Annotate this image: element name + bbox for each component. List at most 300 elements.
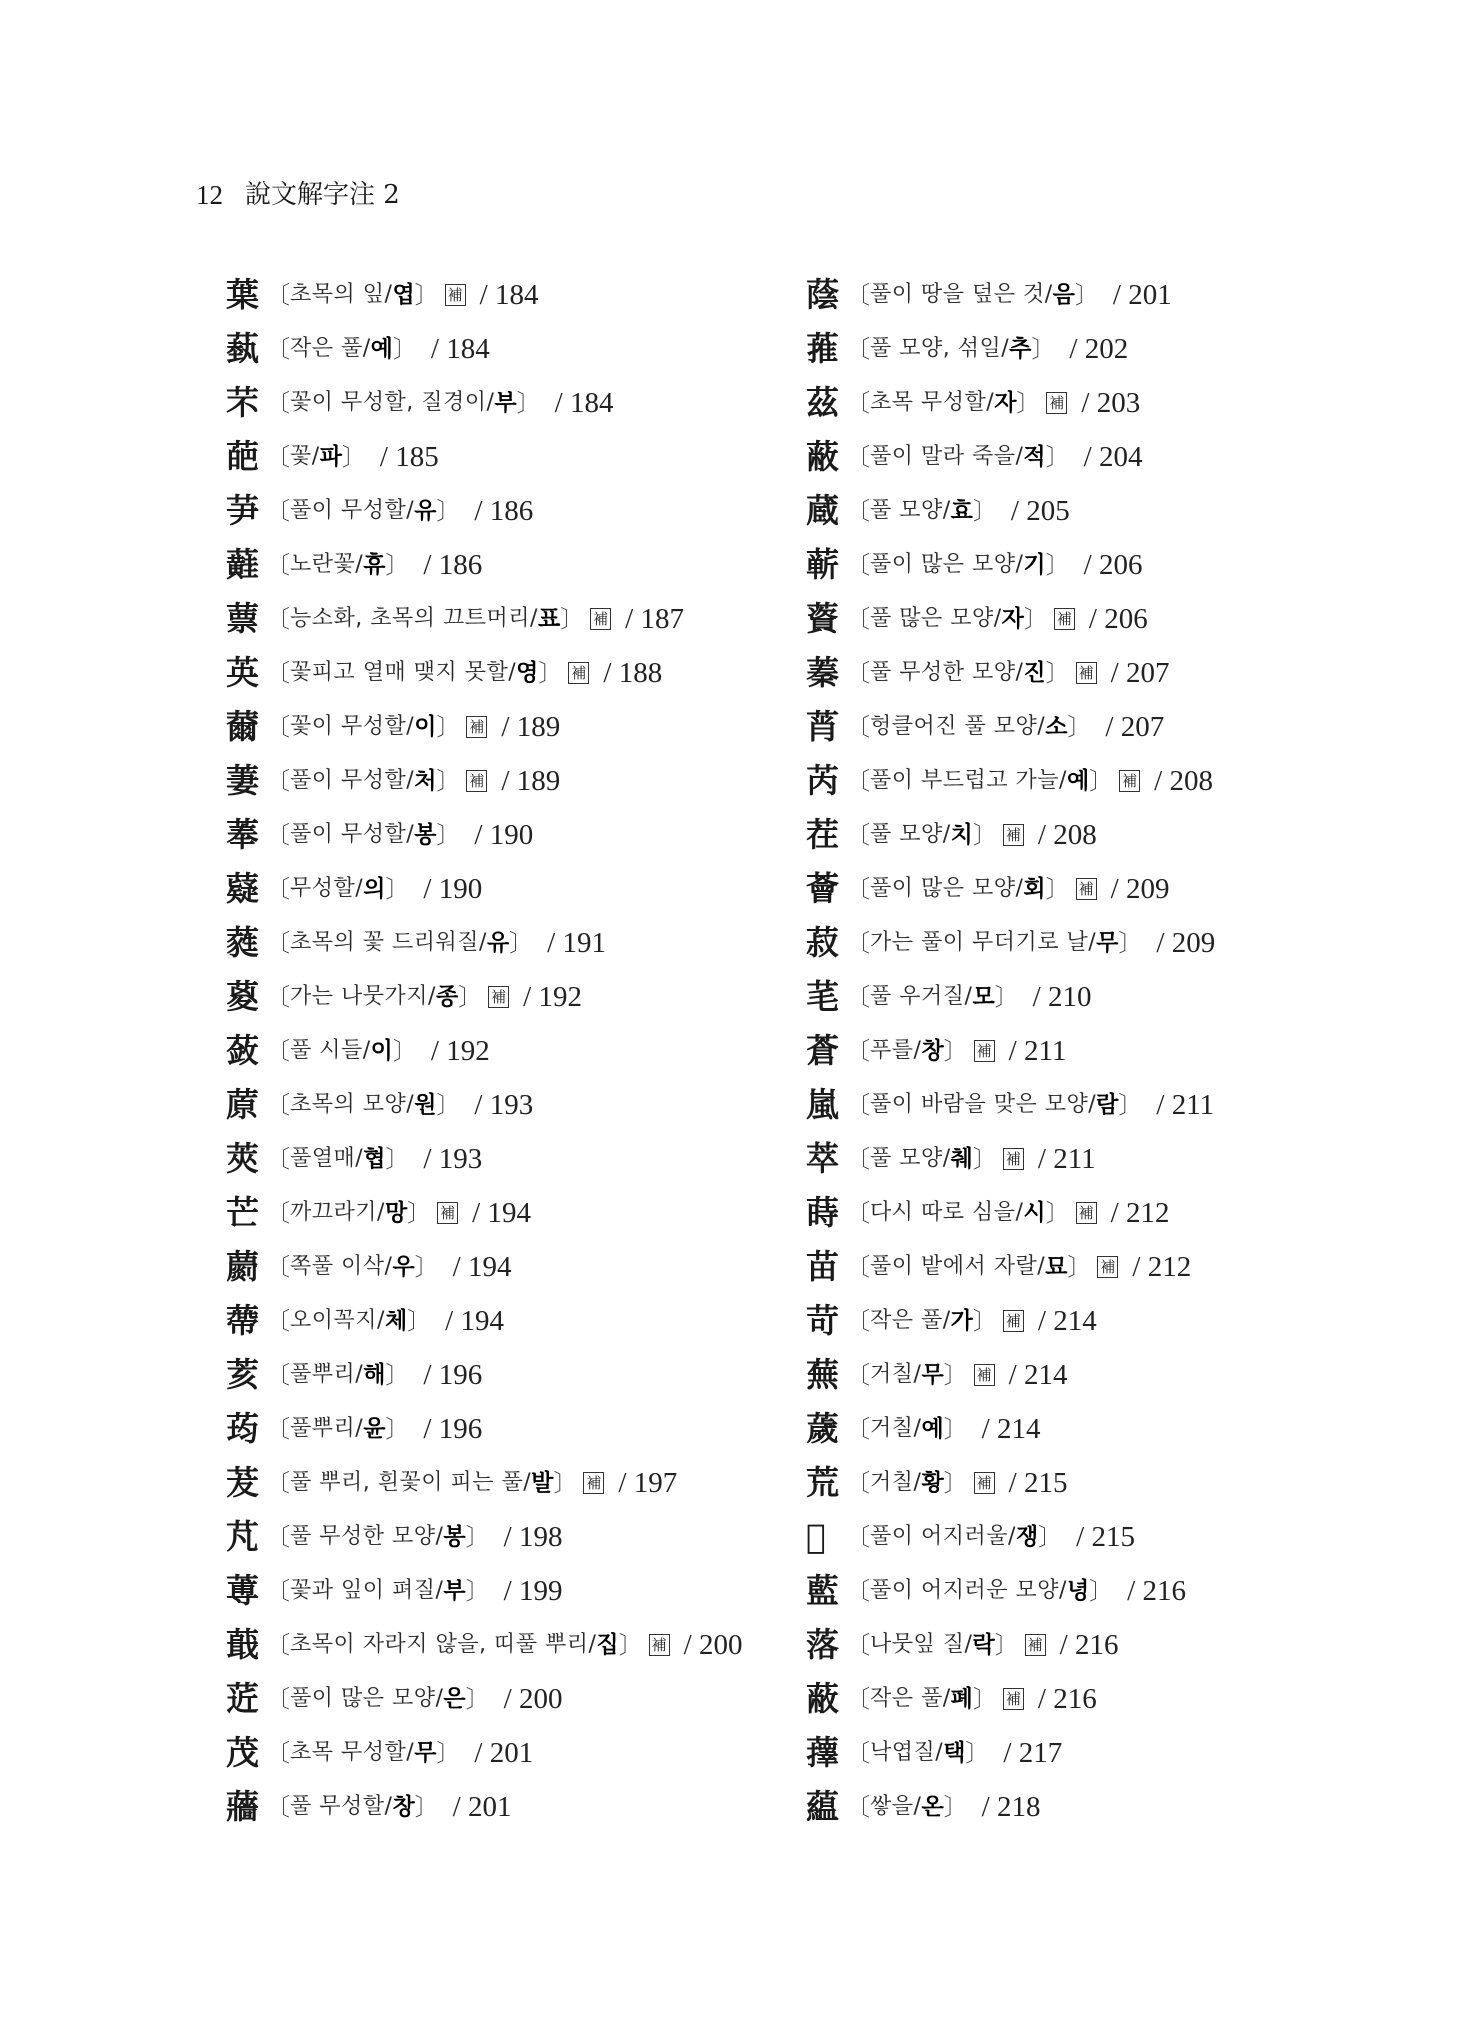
supplement-mark: 補	[1046, 392, 1067, 414]
entry-gloss: 풀이 많은 모양	[870, 876, 1016, 901]
entry-character: 苛	[806, 1301, 839, 1340]
open-bracket: 〔	[266, 1415, 290, 1443]
slash: /	[1015, 552, 1024, 577]
close-bracket: 〕	[943, 1037, 968, 1065]
index-entry	[806, 916, 1406, 970]
open-bracket: 〔	[266, 389, 290, 417]
page-reference: / 190	[474, 819, 534, 851]
open-bracket: 〔	[846, 659, 870, 687]
page-reference: / 211	[1008, 1035, 1067, 1067]
entry-character: 莢	[226, 1139, 259, 1178]
index-entry	[806, 1024, 1406, 1078]
entry-character: 荺	[226, 1409, 259, 1448]
entry-gloss: 가는 나뭇가지	[290, 984, 429, 1009]
open-bracket: 〔	[266, 335, 290, 363]
entry-gloss: 꽃이 무성할, 질경이	[290, 390, 487, 415]
entry-gloss: 거칠	[870, 1362, 914, 1387]
entry-reading: 원	[414, 1092, 437, 1118]
slash: /	[406, 1740, 415, 1765]
index-entry	[806, 1510, 1406, 1564]
index-entry	[226, 916, 826, 970]
page-reference: / 217	[1003, 1737, 1063, 1769]
open-bracket: 〔	[266, 713, 290, 741]
open-bracket: 〔	[846, 1037, 870, 1065]
index-entry	[806, 322, 1406, 376]
entry-character: 茇	[226, 1463, 259, 1502]
close-bracket: 〕	[341, 443, 366, 471]
page-reference: / 188	[603, 657, 663, 689]
entry-gloss: 가는 풀이 무더기로 날	[870, 930, 1089, 955]
slash: /	[428, 984, 436, 1009]
index-entry	[226, 1132, 826, 1186]
close-bracket: 〕	[1118, 929, 1143, 957]
slash: /	[1015, 1200, 1024, 1225]
close-bracket: 〕	[436, 497, 461, 525]
index-entry	[806, 1348, 1406, 1402]
open-bracket: 〔	[846, 1091, 870, 1119]
entry-character: 蔽	[806, 1679, 839, 1718]
open-bracket: 〔	[846, 1145, 870, 1173]
index-entry	[226, 754, 826, 808]
open-bracket: 〔	[266, 821, 290, 849]
entry-character: 蒝	[226, 1085, 259, 1124]
page-reference: / 187	[625, 603, 684, 635]
open-bracket: 〔	[846, 767, 870, 795]
entry-reading: 망	[384, 1200, 408, 1226]
entry-reading: 진	[1023, 660, 1046, 686]
slash: /	[384, 282, 393, 307]
close-bracket: 〕	[385, 1145, 410, 1173]
index-entry	[226, 862, 826, 916]
slash: /	[355, 1416, 364, 1441]
entry-gloss: 작은 풀	[870, 1308, 943, 1333]
slash: /	[406, 822, 415, 847]
open-bracket: 〔	[846, 1307, 870, 1335]
index-entry	[226, 1186, 826, 1240]
entry-gloss: 꽃과 잎이 펴질	[290, 1578, 436, 1603]
entry-reading: 창	[921, 1038, 944, 1064]
entry-reading: 쟁	[1015, 1524, 1039, 1550]
entry-character: 荄	[226, 1355, 259, 1394]
close-bracket: 〕	[509, 929, 534, 957]
index-entry	[806, 1402, 1406, 1456]
entry-gloss: 풀이 밭에서 자랄	[870, 1254, 1038, 1279]
entry-character: 菽	[806, 923, 839, 962]
page-reference: / 196	[423, 1413, 483, 1445]
entry-character: 萃	[806, 1139, 839, 1178]
entry-reading: 가	[950, 1308, 973, 1334]
index-entry	[806, 484, 1406, 538]
entry-reading: 부	[494, 390, 517, 416]
page-reference: / 197	[618, 1467, 678, 1499]
entry-character: 葉	[226, 275, 259, 314]
index-entry	[226, 646, 826, 700]
page-reference: / 218	[981, 1791, 1041, 1823]
entry-character: 蔈	[226, 599, 259, 638]
entry-character: 茬	[806, 815, 839, 854]
open-bracket: 〔	[266, 767, 290, 795]
entry-gloss: 초목의 잎	[290, 282, 385, 307]
open-bracket: 〔	[846, 1253, 870, 1281]
close-bracket: 〕	[972, 821, 997, 849]
page-reference: / 211	[1156, 1089, 1215, 1121]
slash: /	[311, 444, 320, 469]
entry-reading: 종	[435, 984, 459, 1010]
open-bracket: 〔	[266, 1469, 290, 1497]
open-bracket: 〔	[266, 1577, 290, 1605]
open-bracket: 〔	[266, 659, 290, 687]
index-entry	[226, 484, 826, 538]
page-reference: / 208	[1154, 765, 1213, 797]
page-reference: / 203	[1081, 387, 1141, 419]
page-reference: / 201	[452, 1791, 512, 1823]
entry-reading: 자	[994, 390, 1017, 416]
index-entry	[806, 1618, 1406, 1672]
entry-reading: 췌	[950, 1146, 973, 1172]
page-reference: / 209	[1156, 927, 1216, 959]
slash: /	[406, 714, 415, 739]
close-bracket: 〕	[465, 1523, 490, 1551]
close-bracket: 〕	[516, 389, 541, 417]
page-reference: / 194	[472, 1197, 531, 1229]
entry-character: 菦	[226, 1679, 259, 1718]
page-reference: / 184	[554, 387, 614, 419]
entry-reading: 협	[363, 1146, 386, 1172]
slash: /	[1015, 660, 1024, 685]
entry-gloss: 풀뿌리	[290, 1362, 356, 1387]
index-entry	[226, 808, 826, 862]
close-bracket: 〕	[1067, 1253, 1092, 1281]
open-bracket: 〔	[266, 875, 290, 903]
entry-gloss: 풀 모양	[870, 822, 943, 847]
slash: /	[1059, 1578, 1067, 1603]
supplement-mark: 補	[1054, 608, 1075, 630]
entry-character: 蓁	[806, 653, 839, 692]
page-reference: / 208	[1037, 819, 1097, 851]
entry-character: 芣	[226, 383, 259, 422]
entry-character: 蔹	[226, 1031, 259, 1070]
close-bracket: 〕	[1067, 713, 1092, 741]
entry-gloss: 풀 우거질	[870, 984, 965, 1009]
entry-reading: 의	[363, 876, 386, 902]
close-bracket: 〕	[385, 875, 410, 903]
page-reference: / 192	[430, 1035, 490, 1067]
entry-gloss: 낙엽질	[870, 1740, 936, 1765]
entry-gloss: 초목의 꽃 드리워질	[290, 930, 480, 955]
close-bracket: 〕	[943, 1793, 968, 1821]
slash: /	[964, 984, 973, 1009]
slash: /	[435, 1578, 444, 1603]
close-bracket: 〕	[943, 1469, 968, 1497]
entry-character: 蕪	[806, 1355, 839, 1394]
entry-character: 蔭	[806, 275, 839, 314]
entry-character: 莦	[806, 707, 839, 746]
open-bracket: 〔	[266, 443, 290, 471]
entry-character: 苗	[806, 1247, 839, 1286]
page-reference: / 206	[1088, 603, 1148, 635]
close-bracket: 〕	[436, 1091, 461, 1119]
open-bracket: 〔	[846, 497, 870, 525]
entry-reading: 음	[1052, 282, 1075, 308]
page-reference: / 199	[503, 1575, 563, 1607]
page-reference: / 198	[503, 1521, 563, 1553]
slash: /	[942, 1686, 951, 1711]
entry-reading: 락	[972, 1632, 995, 1658]
supplement-mark: 補	[1003, 1148, 1024, 1170]
entry-reading: 유	[486, 930, 510, 956]
page-reference: / 214	[981, 1413, 1041, 1445]
close-bracket: 〕	[392, 1037, 417, 1065]
page-reference: / 193	[423, 1143, 483, 1175]
page-reference: / 201	[1112, 279, 1172, 311]
close-bracket: 〕	[436, 713, 461, 741]
slash: /	[1008, 1524, 1016, 1549]
supplement-mark: 補	[466, 716, 487, 738]
open-bracket: 〔	[846, 1685, 870, 1713]
entry-gloss: 풀이 어지러운 모양	[870, 1578, 1060, 1603]
slash: /	[913, 1362, 922, 1387]
entry-gloss: 꽃피고 열매 맺지 못할	[290, 660, 509, 685]
index-entry	[226, 1726, 826, 1780]
entry-character: 芼	[806, 977, 839, 1016]
close-bracket: 〕	[560, 605, 585, 633]
page-reference: / 207	[1105, 711, 1165, 743]
close-bracket: 〕	[407, 1307, 432, 1335]
entry-gloss: 풀이 말라 죽을	[870, 444, 1016, 469]
supplement-mark: 補	[466, 770, 487, 792]
slash: /	[355, 1362, 364, 1387]
entry-reading: 체	[384, 1308, 408, 1334]
index-entry	[806, 1240, 1406, 1294]
entry-reading: 적	[1023, 444, 1046, 470]
close-bracket: 〕	[407, 1199, 432, 1227]
entry-character: 薈	[806, 869, 839, 908]
close-bracket: 〕	[1045, 875, 1070, 903]
page-reference: / 211	[1037, 1143, 1096, 1175]
supplement-mark: 補	[1003, 1688, 1024, 1710]
open-bracket: 〔	[846, 1361, 870, 1389]
page-reference: / 194	[452, 1251, 512, 1283]
open-bracket: 〔	[846, 1577, 870, 1605]
entry-reading: 모	[972, 984, 995, 1010]
open-bracket: 〔	[846, 335, 870, 363]
entry-gloss: 풀열매	[290, 1146, 356, 1171]
slash: /	[508, 660, 517, 685]
index-entry	[226, 1024, 826, 1078]
open-bracket: 〔	[846, 983, 870, 1011]
entry-gloss: 풀 모양	[870, 498, 943, 523]
close-bracket: 〕	[385, 1415, 410, 1443]
open-bracket: 〔	[266, 281, 290, 309]
entry-reading: 집	[596, 1632, 619, 1658]
index-entry	[806, 430, 1406, 484]
slash: /	[406, 498, 415, 523]
entry-reading: 예	[370, 336, 393, 362]
entry-character: 蒼	[806, 1031, 839, 1070]
entry-reading: 무	[921, 1362, 944, 1388]
entry-gloss: 거칠	[870, 1470, 914, 1495]
page-reference: / 190	[423, 873, 483, 905]
supplement-mark: 補	[1003, 824, 1024, 846]
index-entry	[806, 970, 1406, 1024]
open-bracket: 〔	[266, 1199, 290, 1227]
entry-gloss: 푸를	[870, 1038, 914, 1063]
entry-character: 薋	[806, 599, 839, 638]
open-bracket: 〔	[846, 821, 870, 849]
open-bracket: 〔	[266, 1037, 290, 1065]
close-bracket: 〕	[436, 1739, 461, 1767]
entry-reading: 이	[414, 714, 437, 740]
index-entry	[806, 700, 1406, 754]
page-reference: / 212	[1132, 1251, 1192, 1283]
page-reference: / 192	[523, 981, 582, 1013]
index-entry	[226, 1780, 826, 1834]
slash: /	[530, 606, 538, 631]
slash: /	[377, 1200, 385, 1225]
open-bracket: 〔	[846, 1469, 870, 1497]
slash: /	[942, 822, 951, 847]
entry-character: 薉	[806, 1409, 839, 1448]
entry-gloss: 풀 모양	[870, 1146, 943, 1171]
page-reference: / 214	[1008, 1359, 1068, 1391]
entry-gloss: 풀이 많은 모양	[290, 1686, 436, 1711]
entry-reading: 기	[1023, 552, 1046, 578]
close-bracket: 〕	[436, 767, 461, 795]
entry-character: 蕲	[806, 545, 839, 584]
page-reference: / 201	[474, 1737, 534, 1769]
page-reference: / 207	[1110, 657, 1170, 689]
supplement-mark: 補	[445, 284, 466, 306]
slash: /	[362, 336, 371, 361]
slash: /	[1015, 876, 1024, 901]
slash: /	[384, 1254, 393, 1279]
open-bracket: 〔	[266, 1307, 290, 1335]
entry-character: 蕺	[226, 1625, 259, 1664]
slash: /	[406, 768, 415, 793]
index-entry	[806, 538, 1406, 592]
page-reference: / 184	[430, 333, 490, 365]
close-bracket: 〕	[1074, 281, 1099, 309]
open-bracket: 〔	[266, 1685, 290, 1713]
slash: /	[942, 1308, 951, 1333]
open-bracket: 〔	[846, 1523, 870, 1551]
index-entry	[226, 268, 826, 322]
index-entry	[226, 1348, 826, 1402]
page-reference: / 216	[1059, 1629, 1119, 1661]
index-entry	[806, 862, 1406, 916]
entry-gloss: 풀이 무성할	[290, 768, 407, 793]
page-reference: / 212	[1110, 1197, 1170, 1229]
open-bracket: 〔	[846, 551, 870, 579]
entry-character: 蓷	[806, 329, 839, 368]
slash: /	[384, 1794, 393, 1819]
supplement-mark: 補	[583, 1472, 604, 1494]
slash: /	[964, 1632, 973, 1657]
page-reference: / 186	[474, 495, 534, 527]
entry-character: 藍	[806, 1571, 839, 1610]
entry-reading: 회	[1023, 876, 1046, 902]
close-bracket: 〕	[972, 1685, 997, 1713]
open-bracket: 〔	[846, 1199, 870, 1227]
page-reference: / 196	[423, 1359, 483, 1391]
entry-character: 𦱈	[806, 1517, 826, 1556]
open-bracket: 〔	[846, 389, 870, 417]
entry-reading: 온	[921, 1794, 944, 1820]
slash: /	[355, 1146, 364, 1171]
close-bracket: 〕	[465, 1577, 490, 1605]
entry-character: 嵐	[806, 1085, 839, 1124]
page-reference: / 215	[1008, 1467, 1068, 1499]
entry-gloss: 풀 시들	[290, 1038, 363, 1063]
entry-reading: 추	[1009, 336, 1032, 362]
slash: /	[406, 1092, 415, 1117]
entry-reading: 치	[950, 822, 973, 848]
entry-character: 藴	[806, 1787, 839, 1826]
entry-character: 萋	[226, 761, 259, 800]
entry-reading: 황	[921, 1470, 944, 1496]
entry-gloss: 풀이 무성할	[290, 498, 407, 523]
close-bracket: 〕	[965, 1739, 990, 1767]
page-reference: / 184	[479, 279, 539, 311]
entry-character: 芃	[226, 1517, 259, 1556]
entry-character: 芒	[226, 1193, 259, 1232]
index-entry	[226, 1078, 826, 1132]
close-bracket: 〕	[414, 1793, 439, 1821]
entry-gloss: 초목이 자라지 않을, 띠풀 뿌리	[290, 1632, 589, 1657]
entry-gloss: 오이꼭지	[290, 1308, 378, 1333]
index-entry	[806, 1186, 1406, 1240]
close-bracket: 〕	[458, 983, 483, 1011]
index-entry	[806, 808, 1406, 862]
open-bracket: 〔	[846, 605, 870, 633]
entry-reading: 영	[516, 660, 539, 686]
page-reference: / 214	[1037, 1305, 1097, 1337]
entry-gloss: 초목 무성할	[290, 1740, 407, 1765]
entry-character: 茂	[226, 1733, 259, 1772]
page-reference: / 216	[1127, 1575, 1186, 1607]
open-bracket: 〔	[266, 1793, 290, 1821]
index-column-right	[806, 268, 1406, 1834]
slash: /	[355, 876, 364, 901]
entry-gloss: 무성할	[290, 876, 356, 901]
page-reference: / 189	[501, 711, 561, 743]
open-bracket: 〔	[266, 605, 290, 633]
entry-reading: 예	[921, 1416, 944, 1442]
index-entry	[806, 1726, 1406, 1780]
close-bracket: 〕	[385, 551, 410, 579]
entry-reading: 무	[414, 1740, 437, 1766]
entry-reading: 은	[443, 1686, 466, 1712]
entry-reading: 부	[443, 1578, 466, 1604]
entry-gloss: 풀이 바람을 맞은 모양	[870, 1092, 1089, 1117]
entry-gloss: 까끄라기	[290, 1200, 378, 1225]
index-entry	[226, 322, 826, 376]
entry-character: 茲	[806, 383, 839, 422]
entry-character: 蘠	[226, 1787, 259, 1826]
entry-character: 菶	[226, 815, 259, 854]
index-entry	[226, 1510, 826, 1564]
close-bracket: 〕	[943, 1361, 968, 1389]
close-bracket: 〕	[385, 1361, 410, 1389]
supplement-mark: 補	[1076, 662, 1097, 684]
slash: /	[1037, 714, 1046, 739]
running-head	[196, 178, 400, 212]
slash: /	[362, 1038, 371, 1063]
entry-reading: 유	[414, 498, 437, 524]
open-bracket: 〔	[266, 1091, 290, 1119]
index-entry	[226, 1456, 826, 1510]
index-entry	[226, 592, 826, 646]
